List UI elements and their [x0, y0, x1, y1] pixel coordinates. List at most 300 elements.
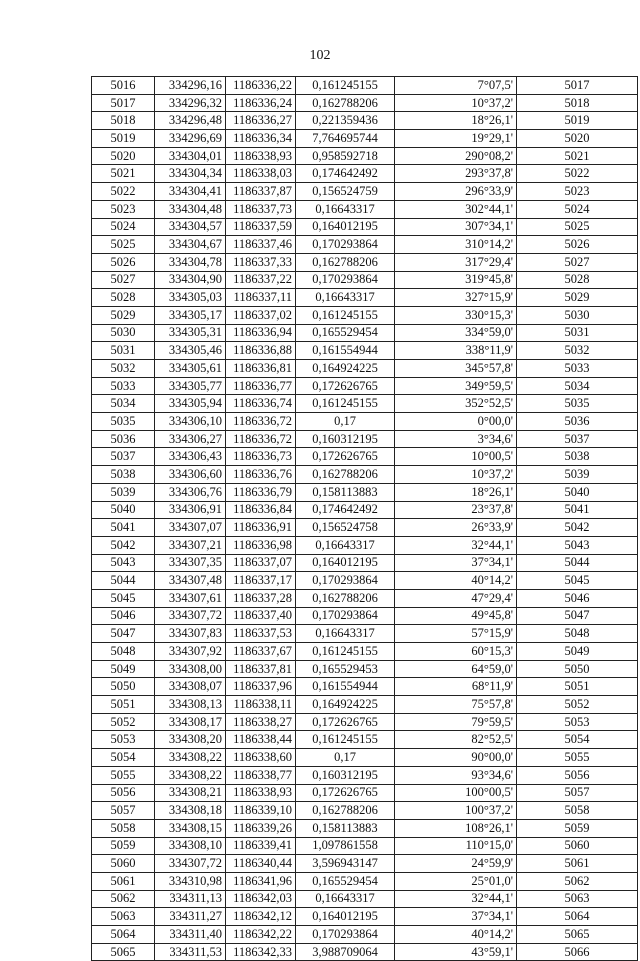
x-coordinate-cell: 334304,67: [155, 236, 226, 254]
table-row: [92, 943, 638, 961]
x-coordinate-cell: 334310,98: [155, 872, 226, 890]
direction-angle-cell: 32°44,1': [395, 536, 517, 554]
table-row: [92, 395, 638, 413]
x-coordinate-cell: 334307,07: [155, 519, 226, 537]
x-coordinate-cell: 334311,53: [155, 943, 226, 961]
distance-cell: 0,161554944: [296, 342, 395, 360]
distance-cell: 1,097861558: [296, 837, 395, 855]
next-point-cell: 5049: [517, 643, 638, 661]
x-coordinate-cell: 334296,48: [155, 112, 226, 130]
table-row: [92, 183, 638, 201]
x-coordinate-cell: 334307,61: [155, 589, 226, 607]
direction-angle-cell: 26°33,9': [395, 519, 517, 537]
direction-angle-cell: 75°57,8': [395, 696, 517, 714]
x-coordinate-cell: 334304,01: [155, 147, 226, 165]
point-number-cell: 5052: [92, 713, 155, 731]
point-number-cell: 5032: [92, 360, 155, 378]
next-point-cell: 5065: [517, 926, 638, 944]
y-coordinate-cell: 1186337,28: [226, 589, 296, 607]
direction-angle-cell: 352°52,5': [395, 395, 517, 413]
next-point-cell: 5028: [517, 271, 638, 289]
y-coordinate-cell: 1186336,77: [226, 377, 296, 395]
distance-cell: 0,16643317: [296, 625, 395, 643]
point-number-cell: 5062: [92, 890, 155, 908]
next-point-cell: 5031: [517, 324, 638, 342]
x-coordinate-cell: 334296,16: [155, 77, 226, 95]
table-row: [92, 413, 638, 431]
y-coordinate-cell: 1186336,76: [226, 466, 296, 484]
table-row: [92, 466, 638, 484]
distance-cell: 0,165529454: [296, 872, 395, 890]
next-point-cell: 5051: [517, 678, 638, 696]
point-number-cell: 5018: [92, 112, 155, 130]
y-coordinate-cell: 1186342,33: [226, 943, 296, 961]
direction-angle-cell: 307°34,1': [395, 218, 517, 236]
x-coordinate-cell: 334308,15: [155, 819, 226, 837]
x-coordinate-cell: 334305,77: [155, 377, 226, 395]
distance-cell: 0,161245155: [296, 77, 395, 95]
point-number-cell: 5046: [92, 607, 155, 625]
point-number-cell: 5058: [92, 819, 155, 837]
x-coordinate-cell: 334307,72: [155, 855, 226, 873]
table-row: [92, 554, 638, 572]
y-coordinate-cell: 1186337,59: [226, 218, 296, 236]
point-number-cell: 5031: [92, 342, 155, 360]
direction-angle-cell: 24°59,9': [395, 855, 517, 873]
direction-angle-cell: 10°37,2': [395, 466, 517, 484]
x-coordinate-cell: 334306,27: [155, 430, 226, 448]
y-coordinate-cell: 1186337,53: [226, 625, 296, 643]
table-row: [92, 766, 638, 784]
y-coordinate-cell: 1186336,72: [226, 413, 296, 431]
direction-angle-cell: 19°29,1': [395, 130, 517, 148]
y-coordinate-cell: 1186338,44: [226, 731, 296, 749]
x-coordinate-cell: 334307,83: [155, 625, 226, 643]
next-point-cell: 5024: [517, 200, 638, 218]
direction-angle-cell: 100°00,5': [395, 784, 517, 802]
direction-angle-cell: 32°44,1': [395, 890, 517, 908]
y-coordinate-cell: 1186337,22: [226, 271, 296, 289]
x-coordinate-cell: 334308,21: [155, 784, 226, 802]
y-coordinate-cell: 1186336,34: [226, 130, 296, 148]
distance-cell: 0,156524758: [296, 519, 395, 537]
point-number-cell: 5049: [92, 660, 155, 678]
x-coordinate-cell: 334307,35: [155, 554, 226, 572]
y-coordinate-cell: 1186341,96: [226, 872, 296, 890]
table-row: [92, 890, 638, 908]
next-point-cell: 5060: [517, 837, 638, 855]
table-row: [92, 731, 638, 749]
point-number-cell: 5045: [92, 589, 155, 607]
y-coordinate-cell: 1186336,74: [226, 395, 296, 413]
next-point-cell: 5025: [517, 218, 638, 236]
direction-angle-cell: 290°08,2': [395, 147, 517, 165]
direction-angle-cell: 49°45,8': [395, 607, 517, 625]
x-coordinate-cell: 334296,32: [155, 94, 226, 112]
y-coordinate-cell: 1186339,10: [226, 802, 296, 820]
table-row: [92, 342, 638, 360]
next-point-cell: 5046: [517, 589, 638, 607]
direction-angle-cell: 10°00,5': [395, 448, 517, 466]
point-number-cell: 5065: [92, 943, 155, 961]
distance-cell: 3,988709064: [296, 943, 395, 961]
next-point-cell: 5059: [517, 819, 638, 837]
next-point-cell: 5039: [517, 466, 638, 484]
table-row: [92, 130, 638, 148]
point-number-cell: 5017: [92, 94, 155, 112]
table-row: [92, 872, 638, 890]
point-number-cell: 5036: [92, 430, 155, 448]
direction-angle-cell: 110°15,0': [395, 837, 517, 855]
y-coordinate-cell: 1186337,33: [226, 253, 296, 271]
y-coordinate-cell: 1186336,94: [226, 324, 296, 342]
distance-cell: 0,161245155: [296, 643, 395, 661]
next-point-cell: 5047: [517, 607, 638, 625]
table-row: [92, 430, 638, 448]
direction-angle-cell: 18°26,1': [395, 112, 517, 130]
distance-cell: 0,164012195: [296, 218, 395, 236]
next-point-cell: 5061: [517, 855, 638, 873]
direction-angle-cell: 47°29,4': [395, 589, 517, 607]
distance-cell: 0,161245155: [296, 306, 395, 324]
next-point-cell: 5064: [517, 908, 638, 926]
table-row: [92, 572, 638, 590]
point-number-cell: 5039: [92, 483, 155, 501]
direction-angle-cell: 334°59,0': [395, 324, 517, 342]
distance-cell: 0,170293864: [296, 236, 395, 254]
x-coordinate-cell: 334308,20: [155, 731, 226, 749]
table-row: [92, 589, 638, 607]
next-point-cell: 5037: [517, 430, 638, 448]
table-row: [92, 625, 638, 643]
x-coordinate-cell: 334308,22: [155, 749, 226, 767]
y-coordinate-cell: 1186336,27: [226, 112, 296, 130]
direction-angle-cell: 10°37,2': [395, 94, 517, 112]
y-coordinate-cell: 1186337,11: [226, 289, 296, 307]
distance-cell: 0,161245155: [296, 731, 395, 749]
x-coordinate-cell: 334304,57: [155, 218, 226, 236]
distance-cell: 0,158113883: [296, 819, 395, 837]
point-number-cell: 5024: [92, 218, 155, 236]
distance-cell: 0,165529454: [296, 324, 395, 342]
x-coordinate-cell: 334304,41: [155, 183, 226, 201]
y-coordinate-cell: 1186337,73: [226, 200, 296, 218]
table-row: [92, 660, 638, 678]
table-row: [92, 607, 638, 625]
distance-cell: 0,172626765: [296, 377, 395, 395]
table-row: [92, 236, 638, 254]
point-number-cell: 5044: [92, 572, 155, 590]
next-point-cell: 5043: [517, 536, 638, 554]
x-coordinate-cell: 334307,21: [155, 536, 226, 554]
table-row: [92, 218, 638, 236]
page-number: 102: [309, 48, 331, 63]
table-row: [92, 253, 638, 271]
distance-cell: 0,16643317: [296, 890, 395, 908]
distance-cell: 0,174642492: [296, 501, 395, 519]
table-row: [92, 784, 638, 802]
direction-angle-cell: 293°37,8': [395, 165, 517, 183]
point-number-cell: 5038: [92, 466, 155, 484]
point-number-cell: 5016: [92, 77, 155, 95]
point-number-cell: 5026: [92, 253, 155, 271]
distance-cell: 0,170293864: [296, 572, 395, 590]
x-coordinate-cell: 334307,48: [155, 572, 226, 590]
point-number-cell: 5030: [92, 324, 155, 342]
table-row: [92, 908, 638, 926]
distance-cell: 0,158113883: [296, 483, 395, 501]
distance-cell: 0,221359436: [296, 112, 395, 130]
direction-angle-cell: 82°52,5': [395, 731, 517, 749]
direction-angle-cell: 40°14,2': [395, 572, 517, 590]
distance-cell: 0,162788206: [296, 94, 395, 112]
x-coordinate-cell: 334306,43: [155, 448, 226, 466]
y-coordinate-cell: 1186337,96: [226, 678, 296, 696]
y-coordinate-cell: 1186338,60: [226, 749, 296, 767]
next-point-cell: 5053: [517, 713, 638, 731]
direction-angle-cell: 60°15,3': [395, 643, 517, 661]
distance-cell: 0,164924225: [296, 360, 395, 378]
next-point-cell: 5050: [517, 660, 638, 678]
table-row: [92, 519, 638, 537]
x-coordinate-cell: 334311,40: [155, 926, 226, 944]
next-point-cell: 5029: [517, 289, 638, 307]
distance-cell: 0,161245155: [296, 395, 395, 413]
point-number-cell: 5050: [92, 678, 155, 696]
next-point-cell: 5019: [517, 112, 638, 130]
next-point-cell: 5023: [517, 183, 638, 201]
next-point-cell: 5052: [517, 696, 638, 714]
x-coordinate-cell: 334311,27: [155, 908, 226, 926]
point-number-cell: 5061: [92, 872, 155, 890]
distance-cell: 0,164012195: [296, 554, 395, 572]
table-row: [92, 324, 638, 342]
table-row: [92, 360, 638, 378]
direction-angle-cell: 100°37,2': [395, 802, 517, 820]
direction-angle-cell: 23°37,8': [395, 501, 517, 519]
direction-angle-cell: 0°00,0': [395, 413, 517, 431]
x-coordinate-cell: 334308,18: [155, 802, 226, 820]
x-coordinate-cell: 334306,76: [155, 483, 226, 501]
x-coordinate-cell: 334305,03: [155, 289, 226, 307]
distance-cell: 0,170293864: [296, 926, 395, 944]
y-coordinate-cell: 1186342,22: [226, 926, 296, 944]
distance-cell: 0,958592718: [296, 147, 395, 165]
coordinates-table: [91, 76, 638, 961]
direction-angle-cell: 79°59,5': [395, 713, 517, 731]
x-coordinate-cell: 334308,22: [155, 766, 226, 784]
distance-cell: 0,170293864: [296, 607, 395, 625]
y-coordinate-cell: 1186338,77: [226, 766, 296, 784]
y-coordinate-cell: 1186338,03: [226, 165, 296, 183]
direction-angle-cell: 93°34,6': [395, 766, 517, 784]
distance-cell: 0,161554944: [296, 678, 395, 696]
x-coordinate-cell: 334304,48: [155, 200, 226, 218]
point-number-cell: 5033: [92, 377, 155, 395]
next-point-cell: 5048: [517, 625, 638, 643]
point-number-cell: 5028: [92, 289, 155, 307]
direction-angle-cell: 90°00,0': [395, 749, 517, 767]
direction-angle-cell: 40°14,2': [395, 926, 517, 944]
y-coordinate-cell: 1186342,03: [226, 890, 296, 908]
x-coordinate-cell: 334306,60: [155, 466, 226, 484]
direction-angle-cell: 108°26,1': [395, 819, 517, 837]
y-coordinate-cell: 1186337,02: [226, 306, 296, 324]
point-number-cell: 5021: [92, 165, 155, 183]
x-coordinate-cell: 334304,78: [155, 253, 226, 271]
y-coordinate-cell: 1186339,41: [226, 837, 296, 855]
point-number-cell: 5048: [92, 643, 155, 661]
table-row: [92, 112, 638, 130]
next-point-cell: 5058: [517, 802, 638, 820]
point-number-cell: 5057: [92, 802, 155, 820]
y-coordinate-cell: 1186336,79: [226, 483, 296, 501]
x-coordinate-cell: 334305,31: [155, 324, 226, 342]
table-row: [92, 306, 638, 324]
direction-angle-cell: 64°59,0': [395, 660, 517, 678]
x-coordinate-cell: 334296,69: [155, 130, 226, 148]
y-coordinate-cell: 1186337,17: [226, 572, 296, 590]
next-point-cell: 5055: [517, 749, 638, 767]
direction-angle-cell: 37°34,1': [395, 554, 517, 572]
direction-angle-cell: 349°59,5': [395, 377, 517, 395]
table-row: [92, 536, 638, 554]
distance-cell: 0,16643317: [296, 536, 395, 554]
next-point-cell: 5041: [517, 501, 638, 519]
direction-angle-cell: 296°33,9': [395, 183, 517, 201]
table-row: [92, 926, 638, 944]
distance-cell: 0,162788206: [296, 589, 395, 607]
point-number-cell: 5051: [92, 696, 155, 714]
x-coordinate-cell: 334308,13: [155, 696, 226, 714]
table-row: [92, 77, 638, 95]
x-coordinate-cell: 334307,92: [155, 643, 226, 661]
point-number-cell: 5037: [92, 448, 155, 466]
x-coordinate-cell: 334305,17: [155, 306, 226, 324]
x-coordinate-cell: 334307,72: [155, 607, 226, 625]
direction-angle-cell: 37°34,1': [395, 908, 517, 926]
y-coordinate-cell: 1186337,40: [226, 607, 296, 625]
distance-cell: 0,156524759: [296, 183, 395, 201]
distance-cell: 0,172626765: [296, 784, 395, 802]
point-number-cell: 5041: [92, 519, 155, 537]
direction-angle-cell: 345°57,8': [395, 360, 517, 378]
point-number-cell: 5029: [92, 306, 155, 324]
x-coordinate-cell: 334308,17: [155, 713, 226, 731]
distance-cell: 0,162788206: [296, 466, 395, 484]
next-point-cell: 5022: [517, 165, 638, 183]
next-point-cell: 5020: [517, 130, 638, 148]
distance-cell: 0,162788206: [296, 802, 395, 820]
distance-cell: 0,16643317: [296, 289, 395, 307]
x-coordinate-cell: 334308,10: [155, 837, 226, 855]
y-coordinate-cell: 1186337,07: [226, 554, 296, 572]
next-point-cell: 5056: [517, 766, 638, 784]
point-number-cell: 5060: [92, 855, 155, 873]
point-number-cell: 5056: [92, 784, 155, 802]
next-point-cell: 5030: [517, 306, 638, 324]
y-coordinate-cell: 1186336,84: [226, 501, 296, 519]
x-coordinate-cell: 334311,13: [155, 890, 226, 908]
table-row: [92, 837, 638, 855]
direction-angle-cell: 25°01,0': [395, 872, 517, 890]
table-row: [92, 643, 638, 661]
distance-cell: 0,170293864: [296, 271, 395, 289]
point-number-cell: 5055: [92, 766, 155, 784]
next-point-cell: 5062: [517, 872, 638, 890]
y-coordinate-cell: 1186336,91: [226, 519, 296, 537]
next-point-cell: 5018: [517, 94, 638, 112]
distance-cell: 0,16643317: [296, 200, 395, 218]
y-coordinate-cell: 1186340,44: [226, 855, 296, 873]
distance-cell: 0,172626765: [296, 713, 395, 731]
next-point-cell: 5042: [517, 519, 638, 537]
next-point-cell: 5034: [517, 377, 638, 395]
direction-angle-cell: 330°15,3': [395, 306, 517, 324]
table-row: [92, 749, 638, 767]
distance-cell: 0,17: [296, 413, 395, 431]
next-point-cell: 5066: [517, 943, 638, 961]
y-coordinate-cell: 1186338,93: [226, 147, 296, 165]
table-row: [92, 271, 638, 289]
point-number-cell: 5034: [92, 395, 155, 413]
table-row: [92, 289, 638, 307]
next-point-cell: 5021: [517, 147, 638, 165]
direction-angle-cell: 338°11,9': [395, 342, 517, 360]
table-row: [92, 483, 638, 501]
table-row: [92, 147, 638, 165]
distance-cell: 0,160312195: [296, 430, 395, 448]
distance-cell: 0,172626765: [296, 448, 395, 466]
x-coordinate-cell: 334305,46: [155, 342, 226, 360]
point-number-cell: 5053: [92, 731, 155, 749]
direction-angle-cell: 310°14,2': [395, 236, 517, 254]
next-point-cell: 5017: [517, 77, 638, 95]
y-coordinate-cell: 1186338,93: [226, 784, 296, 802]
direction-angle-cell: 18°26,1': [395, 483, 517, 501]
x-coordinate-cell: 334305,61: [155, 360, 226, 378]
point-number-cell: 5040: [92, 501, 155, 519]
table-row: [92, 501, 638, 519]
next-point-cell: 5063: [517, 890, 638, 908]
point-number-cell: 5035: [92, 413, 155, 431]
point-number-cell: 5022: [92, 183, 155, 201]
distance-cell: 7,764695744: [296, 130, 395, 148]
y-coordinate-cell: 1186339,26: [226, 819, 296, 837]
point-number-cell: 5025: [92, 236, 155, 254]
table-row: [92, 94, 638, 112]
y-coordinate-cell: 1186337,87: [226, 183, 296, 201]
distance-cell: 0,160312195: [296, 766, 395, 784]
point-number-cell: 5059: [92, 837, 155, 855]
next-point-cell: 5054: [517, 731, 638, 749]
table-row: [92, 696, 638, 714]
point-number-cell: 5020: [92, 147, 155, 165]
y-coordinate-cell: 1186336,72: [226, 430, 296, 448]
y-coordinate-cell: 1186336,88: [226, 342, 296, 360]
next-point-cell: 5040: [517, 483, 638, 501]
y-coordinate-cell: 1186338,27: [226, 713, 296, 731]
direction-angle-cell: 302°44,1': [395, 200, 517, 218]
x-coordinate-cell: 334308,07: [155, 678, 226, 696]
y-coordinate-cell: 1186336,73: [226, 448, 296, 466]
x-coordinate-cell: 334306,10: [155, 413, 226, 431]
y-coordinate-cell: 1186337,67: [226, 643, 296, 661]
y-coordinate-cell: 1186336,98: [226, 536, 296, 554]
next-point-cell: 5035: [517, 395, 638, 413]
y-coordinate-cell: 1186336,24: [226, 94, 296, 112]
point-number-cell: 5054: [92, 749, 155, 767]
